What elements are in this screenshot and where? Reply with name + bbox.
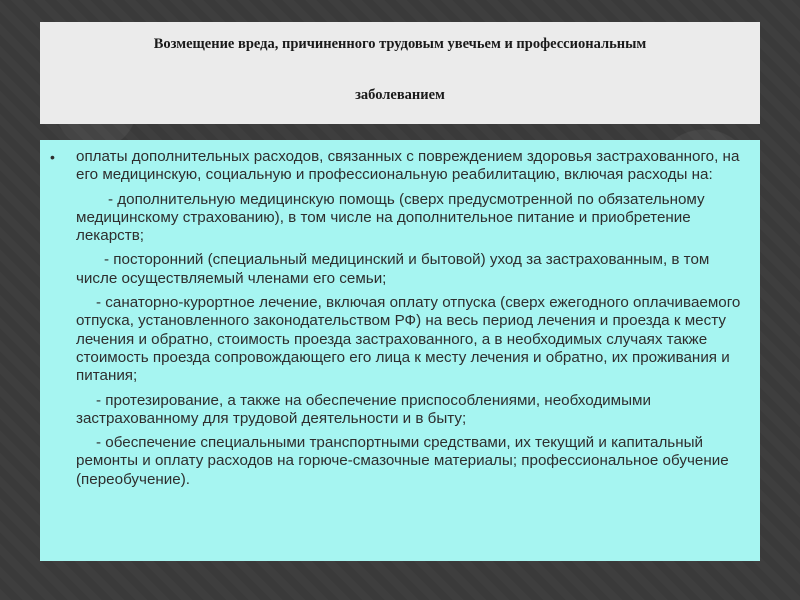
sub-item-care xyxy=(76,251,750,288)
sub-item-sanatorium xyxy=(76,294,750,385)
bullet-intro-text: оплаты дополнительных расходов, связанных с повреждением здоровья застрахованного, на его медицинскую, социальную и профессиональную реабилитацию, включая расходы на: xyxy=(76,148,740,184)
title-line-1: Возмещение вреда, причиненного трудовым увечьем и профессиональным xyxy=(153,36,647,52)
title-line-2: заболеванием xyxy=(355,87,445,103)
sub-item-text: - посторонний (специальный медицинский и бытовой) уход за застрахованным, в том числе осуществляемый членами его семьи; xyxy=(76,251,710,287)
sub-item-transport xyxy=(76,434,750,489)
slide-title xyxy=(40,22,760,124)
sub-item-text: - дополнительную медицинскую помощь (сверх предусмотренной по обязательному медицинскому страхованию), в том числе на дополнительное питание и приобретение лекарств; xyxy=(76,190,705,245)
slide-content xyxy=(40,140,760,561)
sub-item-medical-help xyxy=(76,191,750,246)
bullet-item xyxy=(50,148,750,185)
sub-item-prosthetics xyxy=(76,392,750,429)
sub-item-text: - обеспечение специальными транспортными средствами, их текущий и капитальный ремонты и оплату расходов на горюче-смазочные материалы; профессиональное обучение (переобучение). xyxy=(76,434,729,488)
sub-item-text: - санаторно-курортное лечение, включая оплату отпуска (сверх ежегодного оплачиваемого отпуска, установленного законодательством РФ) на весь период лечения и проезда к месту лечения и обратно, стоимость проезда застрахованного, а в необходимых случаях также стоимость проезда сопровождающего его лица к месту лечения и обратно, их проживания и питания; xyxy=(76,294,741,385)
sub-item-text: - протезирование, а также на обеспечение приспособлениями, необходимыми застрахованному для трудовой деятельности и в быту; xyxy=(76,391,651,427)
bullet-icon: • xyxy=(50,149,55,165)
